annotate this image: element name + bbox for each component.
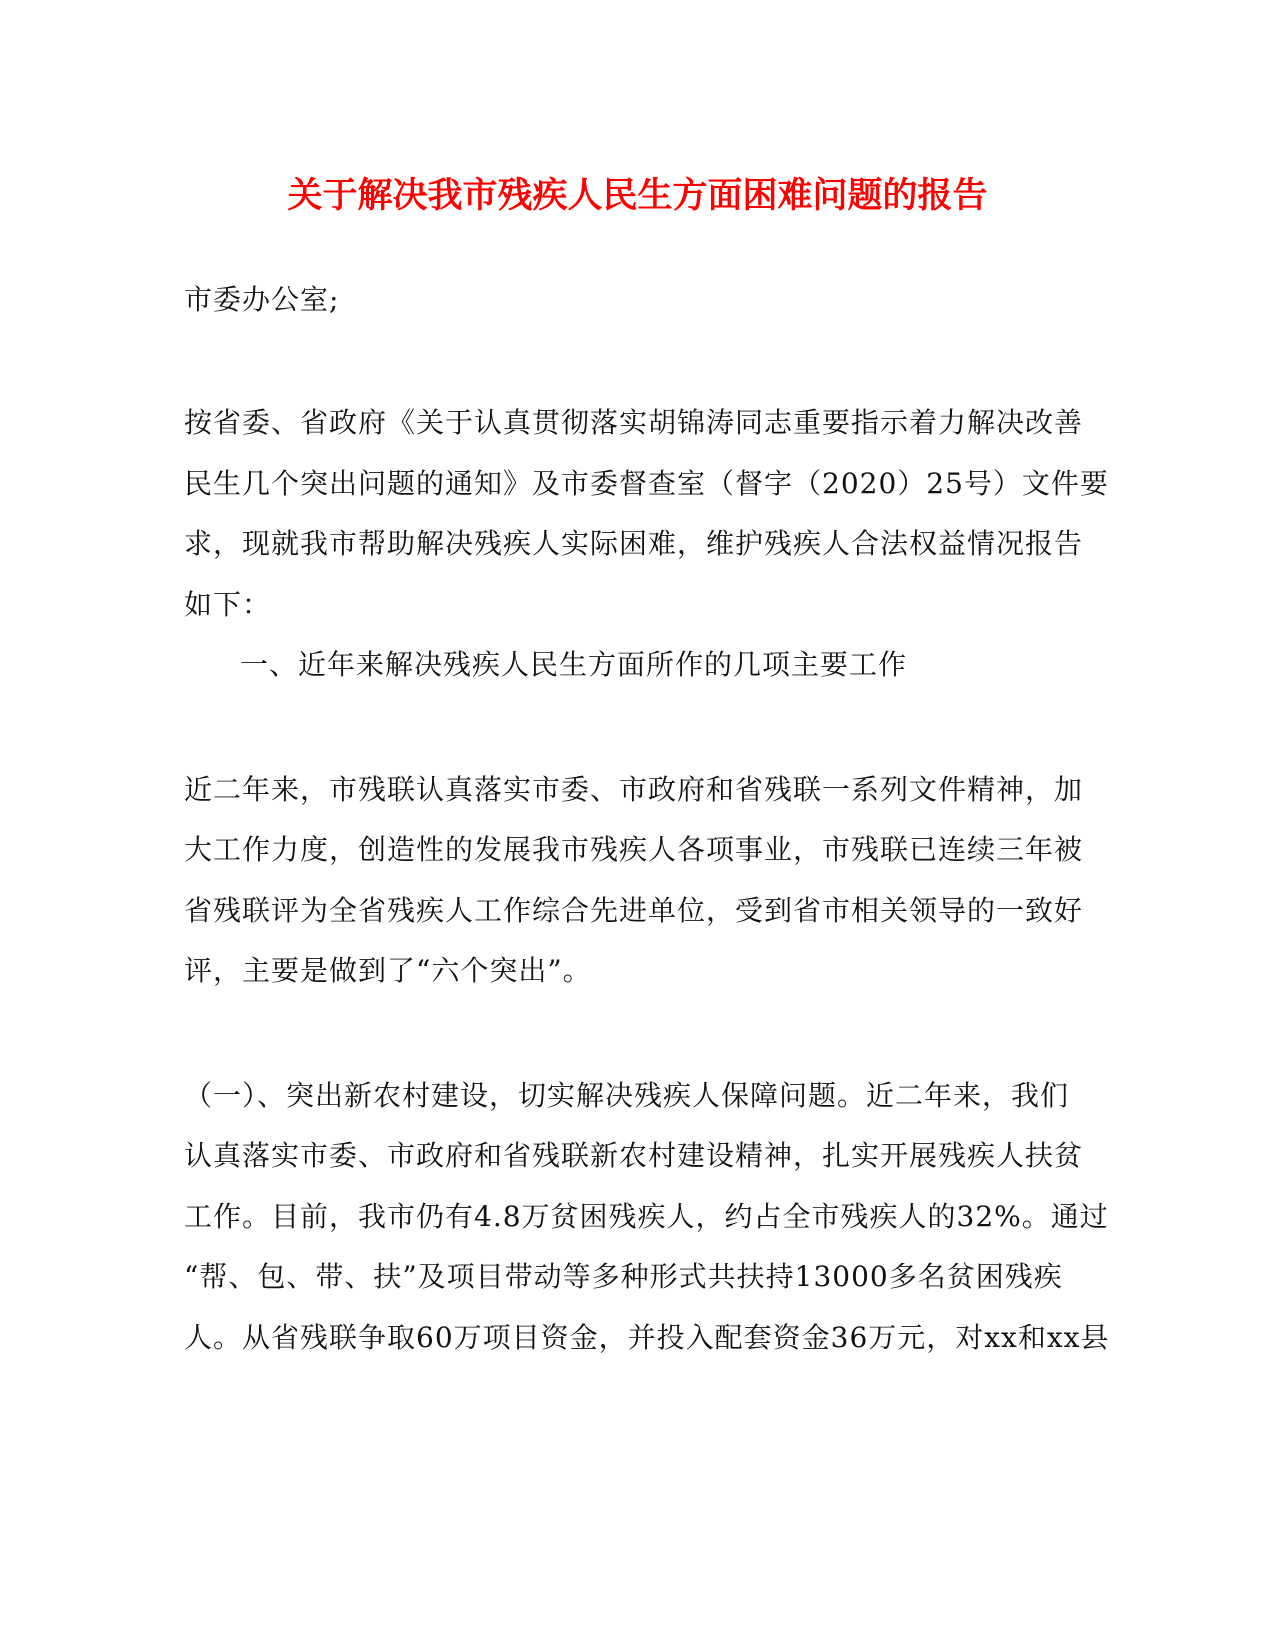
paragraph-3-line-4: “帮、包、带、扶”及项目带动等多种形式共扶持13000多名贫困残疾	[184, 1260, 1063, 1293]
paragraph-3-line-5: 人。从省残联争取60万项目资金，并投入配套资金36万元，对xx和xx县	[184, 1321, 1110, 1354]
paragraph-1-line-2: 民生几个突出问题的通知》及市委督查室（督字（2020）25号）文件要	[184, 467, 1109, 500]
paragraph-2-line-1: 近二年来，市残联认真落实市委、市政府和省残联一系列文件精神，加	[184, 773, 1084, 806]
paragraph-2-line-3: 省残联评为全省残疾人工作综合先进单位，受到省市相关领导的一致好	[184, 894, 1084, 927]
paragraph-1-line-1: 按省委、省政府《关于认真贯彻落实胡锦涛同志重要指示着力解决改善	[184, 406, 1084, 439]
paragraph-3-line-3: 工作。目前，我市仍有4.8万贫困残疾人，约占全市残疾人的32%。通过	[184, 1200, 1109, 1233]
paragraph-3-line-2: 认真落实市委、市政府和省残联新农村建设精神，扎实开展残疾人扶贫	[184, 1139, 1084, 1172]
paragraph-3-line-1: （一）、突出新农村建设，切实解决残疾人保障问题。近二年来，我们	[184, 1079, 1070, 1112]
paragraph-2-line-4: 评，主要是做到了“六个突出”。	[184, 954, 592, 987]
paragraph-2-line-2: 大工作力度，创造性的发展我市残疾人各项事业，市残联已连续三年被	[184, 833, 1084, 866]
section-1-heading: 一、近年来解决残疾人民生方面所作的几项主要工作	[240, 648, 908, 681]
document-title: 关于解决我市残疾人民生方面困难问题的报告	[287, 175, 988, 216]
paragraph-1-line-3: 求，现就我市帮助解决残疾人实际困难，维护残疾人合法权益情况报告	[184, 527, 1084, 560]
paragraph-1-line-4: 如下：	[184, 588, 272, 621]
salutation: 市委办公室;	[184, 283, 340, 316]
